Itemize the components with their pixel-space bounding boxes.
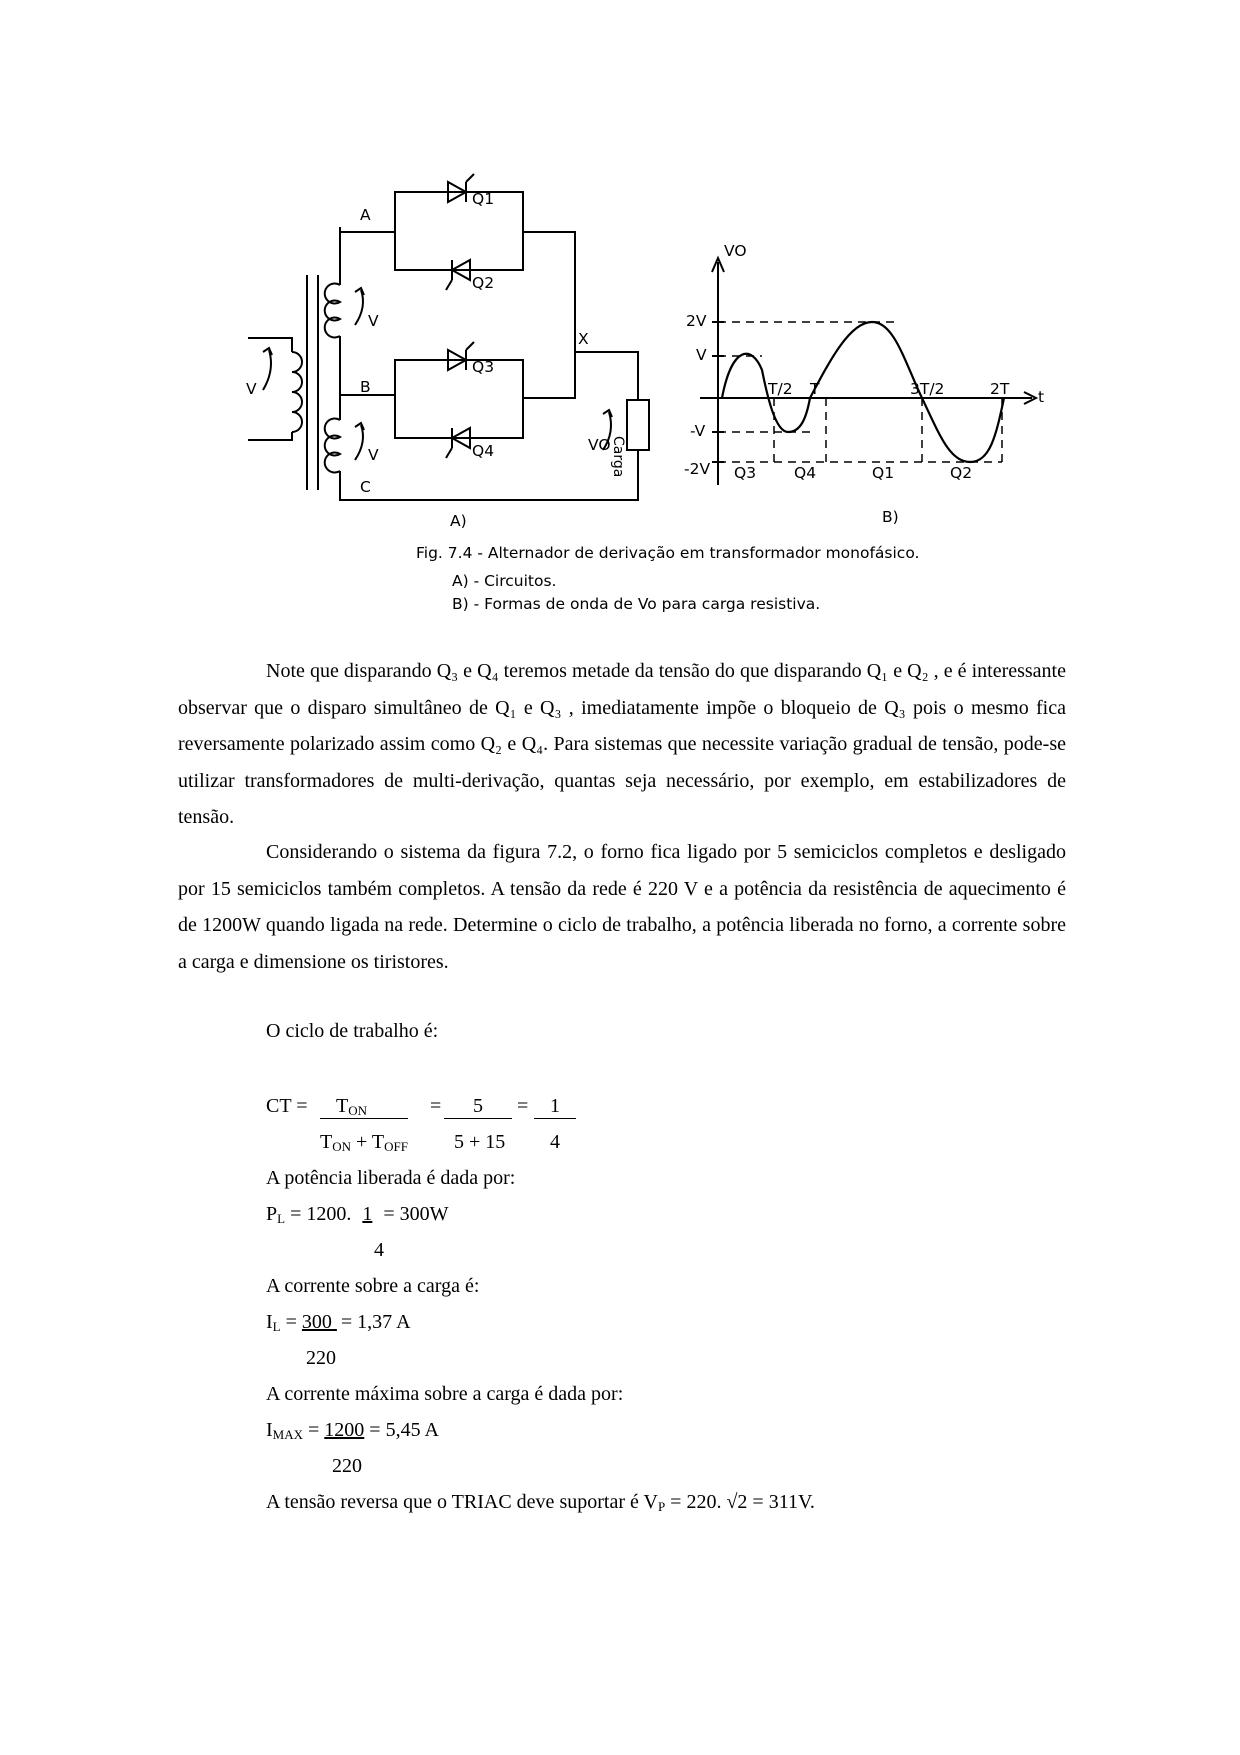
label-tick-minus-v: -V [690,422,706,440]
imax-den: 220 [332,1455,362,1477]
arrow-v-bottom [355,423,364,460]
label-tick-2v: 2V [686,312,707,330]
label-tick-t-half: T/2 [768,380,793,398]
ct-eq2: = [430,1095,442,1117]
load-resistor [627,400,649,450]
thyristor-q1 [448,174,474,202]
ct-numerator: $T_{ON}$ [320,1094,408,1119]
output-waveform [722,322,1004,462]
current-intro: A corrente sobre a carga é: [266,1275,480,1297]
wire-x [523,232,575,398]
label-q2: Q2 [472,274,495,292]
label-bottom-q3: Q3 [734,464,757,482]
arrow-v-top [355,288,364,325]
label-vo: VO [588,436,611,454]
label-node-c: C [360,478,371,496]
waveform-plot [700,258,1036,485]
figure-7-4 [0,0,1240,640]
reverse-voltage: A tensão reversa que o TRIAC deve suportar é $V_P = 220$. √2 = 311V. [266,1491,815,1514]
sec-coil-top [325,284,340,338]
ct-den3: 4 [550,1131,560,1153]
label-v-primary: V [246,380,257,398]
figure-caption-title: Fig. 7.4 - Alternador de derivação em transformador monofásico. [416,544,920,562]
current-den: 220 [306,1347,336,1369]
wire-load-top [575,352,638,400]
label-q4: Q4 [472,442,495,460]
figure-caption-a: A) - Circuitos. [452,572,557,590]
ct-frac3-num: 1 [534,1094,576,1119]
thyristor-q2 [446,260,470,290]
power-formula: $P_L = 1200$. 1 = 300W [266,1203,449,1226]
label-panel-b: B) [882,508,899,526]
thyristor-q4 [446,428,470,458]
label-node-a: A [360,206,371,224]
label-v-bottom: V [368,446,379,464]
paragraph-1 [178,653,1066,836]
paragraph-2-text: Considerando o sistema da figura 7.2, o forno fica ligado por 5 semiciclos completos e desligado por 15 semiciclos também completos. A tensão da rede é 220 V e a potência da resistência de aquecimento é de 1200W quando ligada na rede. Determine o ciclo de trabalho, a potência liberada no forno, a corrente sobre a carga e dimensione os tiristores. [178,841,1066,973]
label-v-top: V [368,312,379,330]
duty-intro: O ciclo de trabalho é: [266,1020,439,1042]
label-q1: Q1 [472,190,495,208]
thyristor-q3 [448,342,474,370]
label-panel-a: A) [450,512,467,530]
paragraph-2 [178,834,1066,980]
ct-den2: 5 + 15 [454,1131,506,1153]
current-formula: $I_L = 300 = 1,37$ A [266,1311,411,1334]
label-bottom-q1: Q1 [872,464,895,482]
q34-block [395,360,523,438]
figure-caption-b: B) - Formas de onda de Vo para carga resistiva. [452,595,821,613]
label-bottom-q4: Q4 [794,464,817,482]
ct-frac2-num: 5 [444,1094,512,1119]
power-intro: A potência liberada é dada por: [266,1167,516,1189]
label-tick-t: T [810,380,820,398]
sec-coil-bottom [325,419,340,473]
label-load: Carga [610,436,626,478]
arrow-v-primary [263,348,272,390]
label-tick-v: V [696,346,707,364]
label-node-b: B [360,378,371,396]
ct-label: CT = [266,1095,308,1117]
label-bottom-q2: Q2 [950,464,973,482]
label-tick-minus-2v: -2V [684,460,711,478]
label-tick-2t: 2T [990,380,1010,398]
paragraph-1-text: Note que disparando Q₃ e Q₄ teremos metade da tensão do que disparando Q₁ e Q₂ , e é interessante observar que o disparo simultâneo de Q₁ e Q₃ , imediatamente impõe o bloqueio de Q₃ pois o mesmo fica reversamente polarizado assim como Q₂ e Q₄. Para sistemas que necessite variação gradual de tensão, pode-se utilizar transformadores de multi-derivação, quantas seja necessário, por exemplo, em estabilizadores de tensão. [178,660,1066,828]
guide-lines [718,322,1002,462]
label-tick-3t-half: 3T/2 [910,380,945,398]
label-axis-vo: VO [724,242,747,260]
power-den: 4 [374,1239,384,1261]
primary-coil [292,352,302,432]
label-node-x: X [578,330,589,348]
imax-formula: $I_{MAX} = 1200 = 5,45$ A [266,1419,439,1442]
label-q3: Q3 [472,358,495,376]
label-axis-t: t [1038,388,1045,406]
q12-block [395,192,523,270]
ct-denominator: $T_{ON} + T_{OFF}$ [320,1131,408,1154]
ct-eq3: = [517,1095,529,1117]
imax-intro: A corrente máxima sobre a carga é dada por: [266,1383,624,1405]
